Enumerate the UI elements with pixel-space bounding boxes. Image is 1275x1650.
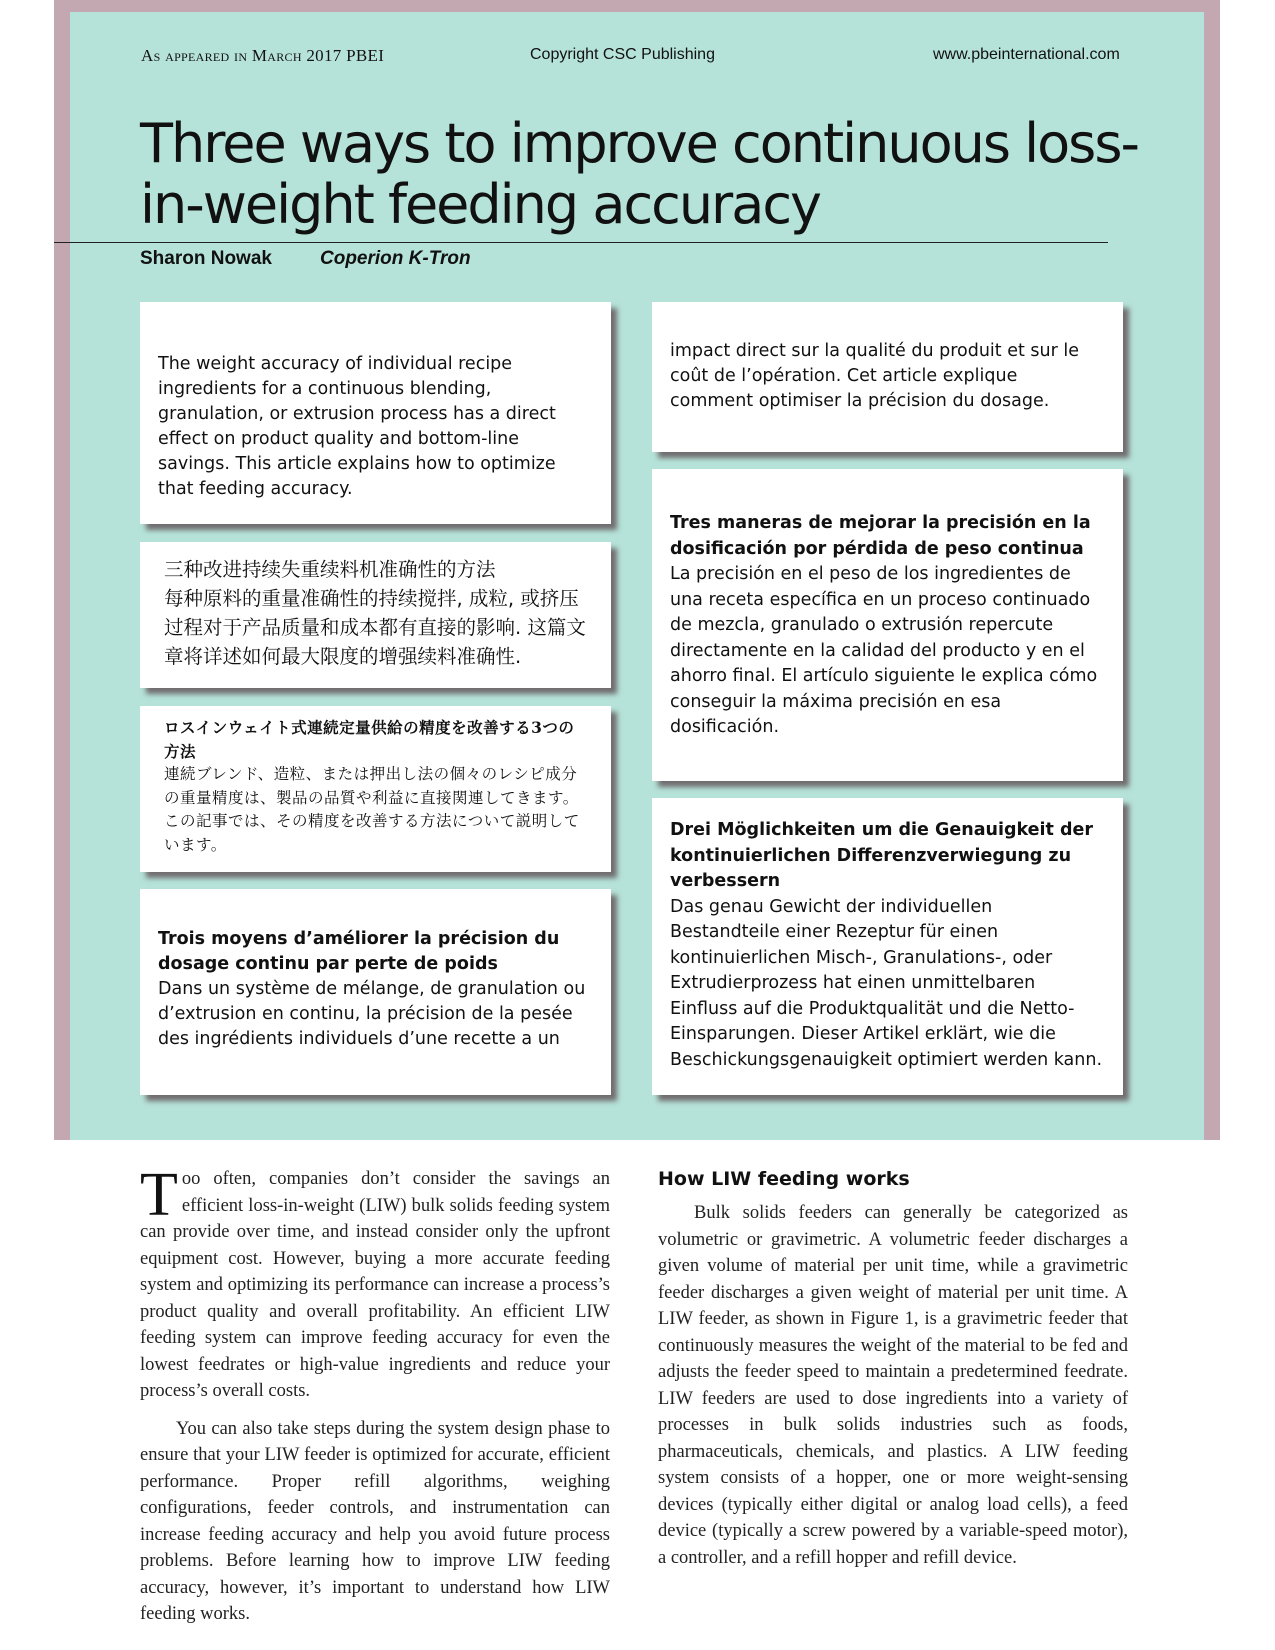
summary-japanese-text: 連続ブレンド、造粒、または押出し法の個々のレシピ成分の重量精度は、製品の品質や利益に直接関連してきます。この記事では、その精度を改善する方法について説明しています。: [164, 765, 580, 854]
summary-german-text: Das genau Gewicht der individuellen Bestandteile einer Rezeptur für einen kontinuierlichen Misch-, Granulations-, oder Extrudierprozess hat einen unmittelbaren Einfluss auf die Produktqualität und die Netto-Einsparungen. Dieser Artikel erklärt, wie die Beschickungsgenauigkeit optimiert werden kann.: [670, 896, 1103, 1070]
website-link[interactable]: www.pbeinternational.com: [933, 46, 1120, 63]
body-column-left: [140, 1161, 610, 1639]
body-column-right: [658, 1166, 1128, 1582]
summary-chinese-text: 每种原料的重量准确性的持续搅拌, 成粒, 或挤压过程对于产品质量和成本都有直接的影响. 这篇文章将详述如何最大限度的增强续料准确性.: [164, 587, 586, 668]
summary-chinese-title: 三种改进持续失重续料机准确性的方法: [164, 558, 496, 581]
author-name: Sharon Nowak: [140, 248, 272, 269]
summary-english-text: The weight accuracy of individual recipe ingredients for a continuous blending, granulation, or extrusion process has a direct effect on product quality and bottom-line savings. This article explains how to optimize that feeding accuracy.: [158, 354, 556, 499]
article-title: Three ways to improve continuous loss-in-weight feeding accuracy: [140, 112, 1138, 236]
summary-french: [140, 889, 611, 1095]
summary-german-title: Drei Möglichkeiten um die Genauigkeit der kontinuierlichen Differenzverwiegung zu verbessern: [670, 820, 1094, 891]
summary-french-continued-text: impact direct sur la qualité du produit et sur le coût de l’opération. Cet article explique comment optimiser la précision du dosage.: [670, 341, 1079, 411]
body-paragraph: Bulk solids feeders can generally be categorized as volumetric or gravimetric. A volumetric feeder discharges a given volume of material per unit time, while a gravimetric feeder discharges a given weight of material per unit time. A LIW feeder, as shown in Figure 1, is a gravimetric feeder that continuously measures the weight of the material to be fed and adjusts the feeder speed to maintain a predetermined feedrate. LIW feeders are used to dose ingredients into a variety of processes in bulk solids industries such as foods, pharmaceuticals, chemicals, and plastics. A LIW feeding system consists of a hopper, one or more weight-sensing devices (typically either digital or analog load cells), a feed device (typically a screw powered by a variable-speed motor), a controller, and a refill hopper and refill device.: [658, 1203, 1128, 1568]
body-paragraph-intro-text: oo often, companies don’t consider the savings an efficient loss-in-weight (LIW) bulk solids feeding system can provide over time, and instead consider only the upfront equipment cost. However, buying a more accurate feeding system and optimizing its performance can increase a process’s product quality and overall profitability. An efficient LIW feeding system can improve feeding accuracy for even the lowest feedrates or high-value ingredients and reduce your process’s overall costs.: [140, 1169, 610, 1401]
summary-french-title: Trois moyens d’améliorer la précision du dosage continu par perte de poids: [158, 929, 560, 974]
summary-english: [140, 302, 611, 524]
drop-cap: T: [140, 1161, 178, 1229]
body-paragraph: You can also take steps during the system design phase to ensure that your LIW feeder is optimized for accurate, efficient performance. Proper refill algorithms, weighing configurations, feeder controls, and instrumentation can increase feeding accuracy and help you avoid future process problems. Before learning how to improve LIW feeding accuracy, however, it’s important to understand how LIW feeding works.: [140, 1418, 610, 1624]
summary-french-text: Dans un système de mélange, de granulation ou d’extrusion en continu, la précision de la pesée des ingrédients individuels d’une recette a un: [158, 979, 586, 1049]
author-company: Coperion K-Tron: [320, 248, 471, 269]
summary-chinese: [140, 542, 611, 688]
summary-japanese: [140, 706, 611, 872]
summary-spanish-title: Tres maneras de mejorar la precisión en la dosificación por pérdida de peso continua: [670, 513, 1091, 559]
summary-japanese-title: ロスインウェイト式連続定量供給の精度を改善する3つの方法: [164, 718, 575, 761]
reprint-notice: As appeared in March 2017 PBEI: [141, 46, 385, 65]
section-heading: How LIW feeding works: [658, 1168, 910, 1190]
summary-spanish: [652, 469, 1123, 781]
summary-spanish-text: La precisión en el peso de los ingredientes de una receta específica en un proceso continuado de mezcla, granulado o extrusión repercute directamente en la calidad del producto y en el ahorro final. El artículo siguiente le explica cómo conseguir la máxima precisión en esa dosificación.: [670, 564, 1098, 737]
copyright-notice: Copyright CSC Publishing: [530, 46, 715, 63]
title-divider: [54, 242, 1108, 243]
body-paragraph-intro: [140, 1161, 610, 1405]
summary-french-continued: [652, 302, 1123, 452]
summary-german: [652, 798, 1123, 1095]
